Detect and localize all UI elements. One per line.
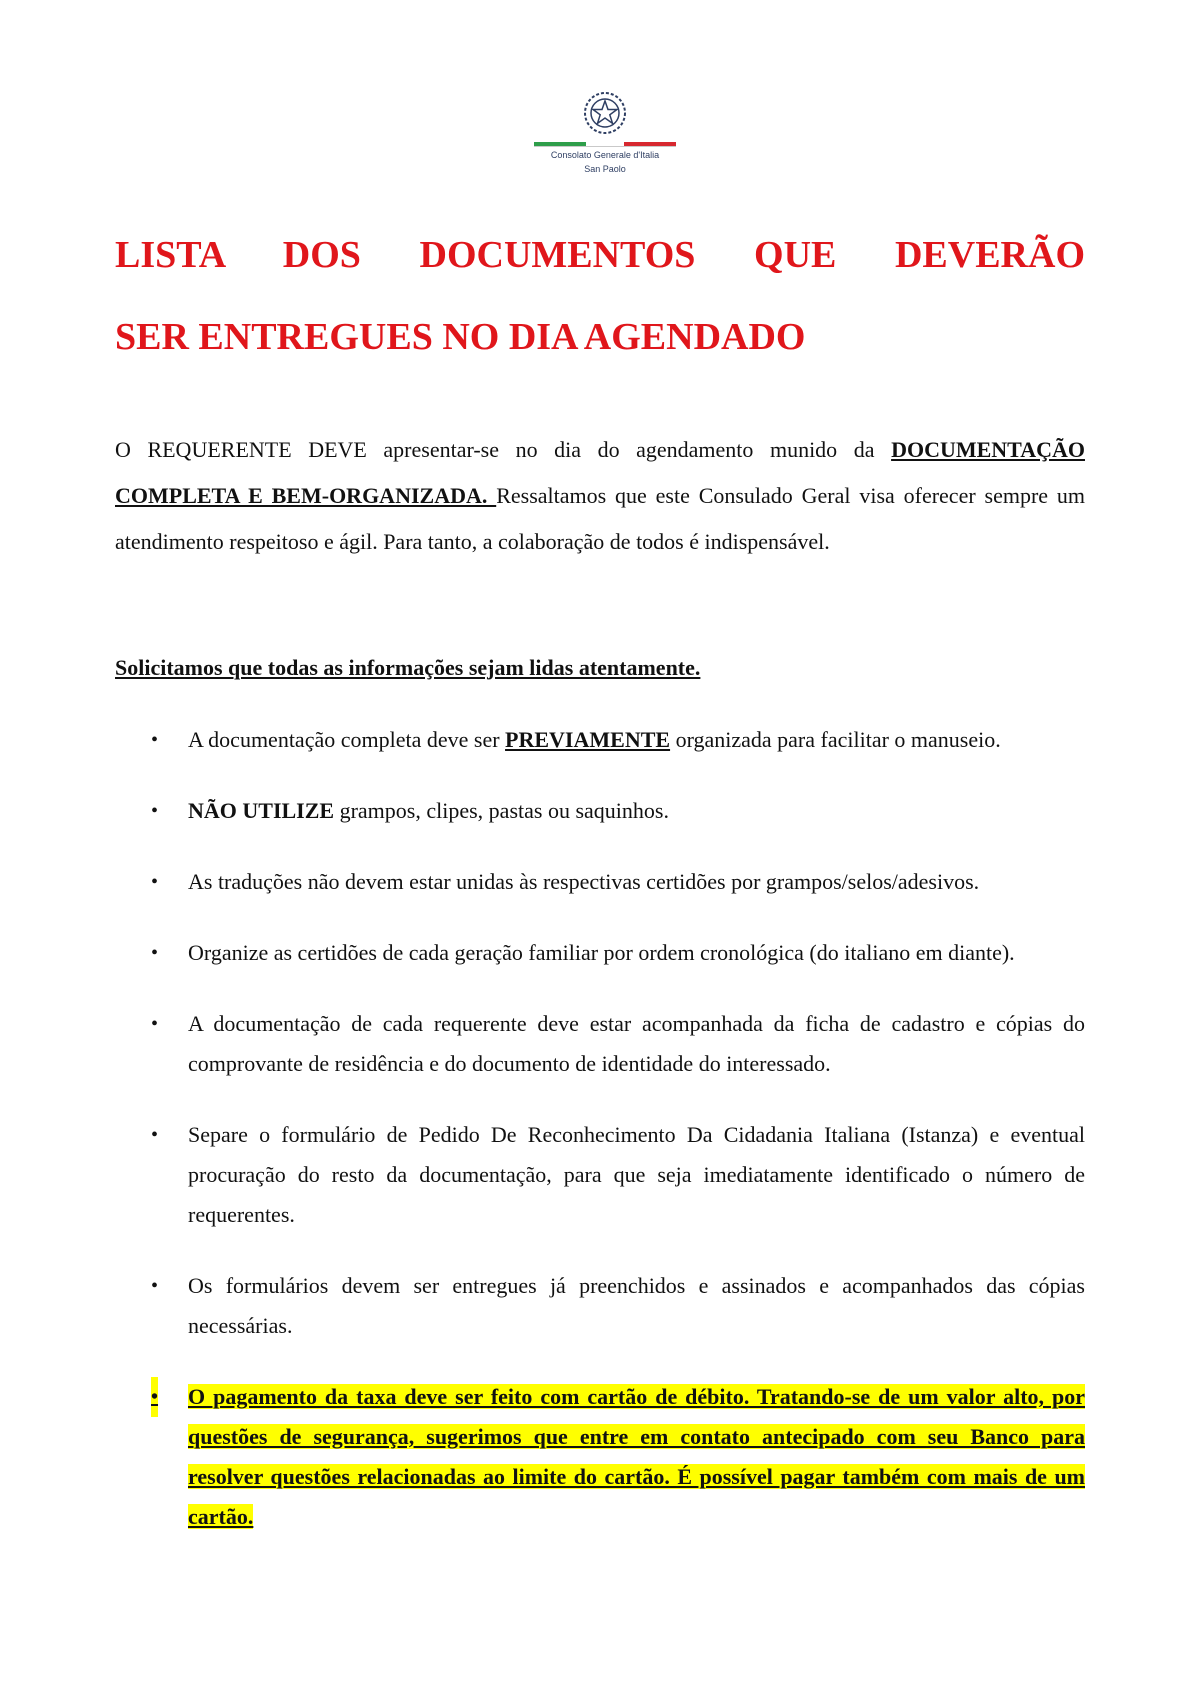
bullet-icon: • (151, 942, 159, 964)
item-text: Os formulários devem ser entregues já preenchidos e assinados e acompanhados das cópias necessárias. (188, 1273, 1085, 1338)
item-text: organizada para facilitar o manuseio. (670, 727, 1001, 752)
bullet-icon: • (151, 871, 159, 893)
request-heading: Solicitamos que todas as informações sejam lidas atentamente. (115, 655, 701, 680)
item-text: Organize as certidões de cada geração familiar por ordem cronológica (do italiano em diante). (188, 940, 1015, 965)
payment-notice: O pagamento da taxa deve ser feito com cartão de débito. Tratando-se de um valor alto, por questões de segurança, sugerimos que entre em contato antecipado com seu Banco para resolver questões relacionadas ao limite do cartão. É possível pagar também com mais de um cartão. (188, 1384, 1085, 1529)
item-text: A documentação de cada requerente deve estar acompanhada da ficha de cadastro e cópias do comprovante de residência e do documento de identidade do interessado. (188, 1011, 1085, 1076)
bullet-icon: • (151, 1377, 158, 1417)
intro-text-2: Ressaltamos que este Consulado Geral visa oferecer sempre um atendimento respeitoso e ágil. Para tanto, a colaboração de todos é indispensável. (115, 483, 1085, 554)
bullet-icon: • (151, 729, 159, 751)
item-text: As traduções não devem estar unidas às respectivas certidões por grampos/selos/adesivos. (188, 869, 980, 894)
list-item (115, 720, 1085, 760)
list-item (115, 862, 1085, 902)
consulate-name: Consolato Generale d'Italia (550, 150, 660, 160)
intro-emphasis: DOCUMENTAÇÃO COMPLETA E BEM-ORGANIZADA. (115, 437, 1085, 508)
intro-paragraph (115, 427, 1085, 565)
item-text: A documentação completa deve ser (188, 727, 506, 752)
consulate-header (530, 90, 680, 175)
bullet-icon: • (151, 1124, 159, 1146)
bullet-icon: • (151, 1275, 159, 1297)
bullet-icon: • (151, 1013, 159, 1035)
title-line-2: SER ENTREGUES NO DIA AGENDADO (115, 316, 806, 358)
list-item (115, 933, 1085, 973)
italian-emblem-icon (582, 90, 628, 136)
list-item (115, 1266, 1085, 1346)
item-text: Separe o formulário de Pedido De Reconhecimento Da Cidadania Italiana (Istanza) e eventual procuração do resto da documentação, para que seja imediatamente identificado o número de requerentes. (188, 1122, 1085, 1227)
bullet-icon: • (151, 800, 159, 822)
item-emphasis: NÃO UTILIZE (188, 798, 335, 823)
page-title (115, 214, 1085, 378)
item-text: grampos, clipes, pastas ou saquinhos. (334, 798, 669, 823)
list-item-highlighted (115, 1377, 1085, 1537)
item-emphasis: PREVIAMENTE (505, 727, 671, 752)
list-item (115, 1004, 1085, 1084)
instructions-list (115, 720, 1085, 1568)
intro-text-1: O REQUERENTE DEVE apresentar-se no dia do agendamento munido da (115, 437, 892, 462)
consulate-city: San Paolo (584, 164, 626, 174)
title-line-1: LISTA DOS DOCUMENTOS QUE DEVERÃO (115, 234, 1085, 276)
list-item (115, 791, 1085, 831)
list-item (115, 1115, 1085, 1235)
flag-line (530, 142, 680, 147)
